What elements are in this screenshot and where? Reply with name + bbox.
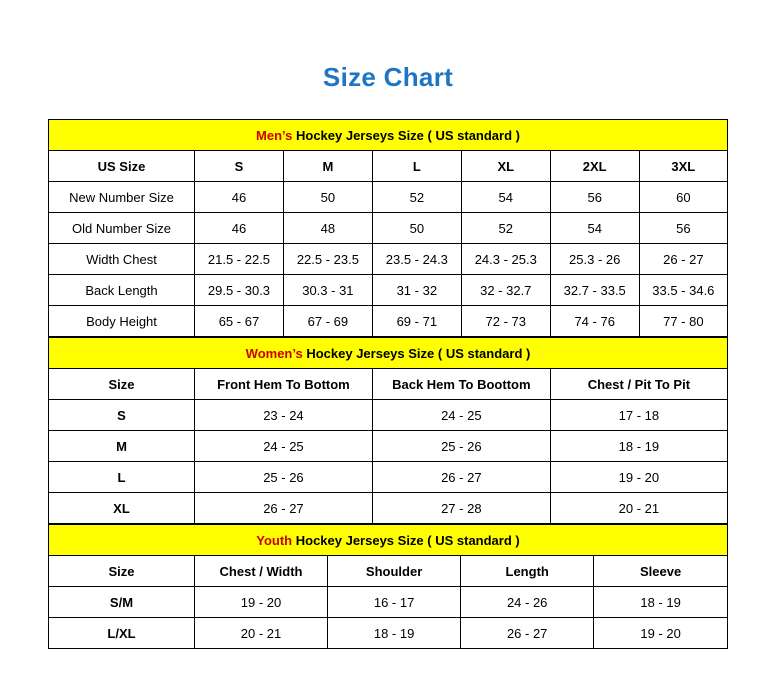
womens-row-2-value-0: 25 - 26	[194, 462, 372, 493]
youth-size-table	[48, 524, 728, 649]
womens-row-0-value-1: 24 - 25	[372, 400, 550, 431]
womens-header-highlight: Women’s	[245, 345, 303, 361]
womens-row-3-value-2: 20 - 21	[550, 493, 727, 524]
youth-row-0-value-2: 24 - 26	[461, 587, 594, 618]
mens-col-4: XL	[461, 151, 550, 182]
mens-row-4-value-1: 67 - 69	[283, 306, 372, 337]
mens-col-3: L	[372, 151, 461, 182]
womens-row-3-label: XL	[49, 493, 195, 524]
mens-row-2-value-3: 24.3 - 25.3	[461, 244, 550, 275]
table-row	[49, 462, 728, 493]
mens-col-6: 3XL	[639, 151, 727, 182]
womens-row-2-value-1: 26 - 27	[372, 462, 550, 493]
mens-row-4-value-3: 72 - 73	[461, 306, 550, 337]
youth-row-1-value-1: 18 - 19	[328, 618, 461, 649]
mens-row-2-label: Width Chest	[49, 244, 195, 275]
mens-row-0-value-2: 52	[372, 182, 461, 213]
womens-col-2: Back Hem To Boottom	[372, 369, 550, 400]
womens-col-1: Front Hem To Bottom	[194, 369, 372, 400]
page-title: Size Chart	[322, 62, 454, 92]
mens-column-header-row	[49, 151, 728, 182]
youth-row-0-label: S/M	[49, 587, 195, 618]
tables-container	[48, 119, 728, 649]
youth-row-1-value-0: 20 - 21	[194, 618, 327, 649]
mens-row-4-value-0: 65 - 67	[194, 306, 283, 337]
womens-section-header	[49, 338, 728, 369]
youth-header-rest: Hockey Jerseys Size ( US standard )	[292, 532, 520, 548]
youth-row-0-value-3: 18 - 19	[594, 587, 728, 618]
table-row	[49, 182, 728, 213]
womens-column-header-row	[49, 369, 728, 400]
mens-size-table	[48, 119, 728, 337]
mens-row-1-value-0: 46	[194, 213, 283, 244]
womens-col-3: Chest / Pit To Pit	[550, 369, 727, 400]
mens-row-1-label: Old Number Size	[49, 213, 195, 244]
mens-row-3-value-1: 30.3 - 31	[283, 275, 372, 306]
mens-row-2-value-0: 21.5 - 22.5	[194, 244, 283, 275]
mens-row-1-value-1: 48	[283, 213, 372, 244]
table-row	[49, 213, 728, 244]
mens-row-1-value-3: 52	[461, 213, 550, 244]
womens-row-1-value-1: 25 - 26	[372, 431, 550, 462]
mens-row-3-value-5: 33.5 - 34.6	[639, 275, 727, 306]
mens-row-0-value-4: 56	[550, 182, 639, 213]
mens-row-3-label: Back Length	[49, 275, 195, 306]
womens-row-0-label: S	[49, 400, 195, 431]
mens-row-2-value-4: 25.3 - 26	[550, 244, 639, 275]
mens-col-5: 2XL	[550, 151, 639, 182]
mens-row-1-value-5: 56	[639, 213, 727, 244]
table-row	[49, 618, 728, 649]
mens-row-4-value-5: 77 - 80	[639, 306, 727, 337]
mens-col-1: S	[194, 151, 283, 182]
mens-row-4-value-4: 74 - 76	[550, 306, 639, 337]
mens-row-3-value-3: 32 - 32.7	[461, 275, 550, 306]
womens-row-0-value-2: 17 - 18	[550, 400, 727, 431]
mens-row-0-value-5: 60	[639, 182, 727, 213]
youth-row-1-label: L/XL	[49, 618, 195, 649]
mens-header-rest: Hockey Jerseys Size ( US standard )	[292, 127, 520, 143]
womens-row-0-value-0: 23 - 24	[194, 400, 372, 431]
youth-row-0-value-0: 19 - 20	[194, 587, 327, 618]
youth-col-1: Chest / Width	[194, 556, 327, 587]
mens-col-0: US Size	[49, 151, 195, 182]
mens-section-header-row	[49, 120, 728, 151]
womens-row-1-value-2: 18 - 19	[550, 431, 727, 462]
table-row	[49, 244, 728, 275]
womens-row-2-value-2: 19 - 20	[550, 462, 727, 493]
mens-row-0-value-3: 54	[461, 182, 550, 213]
mens-row-1-value-4: 54	[550, 213, 639, 244]
mens-row-4-value-2: 69 - 71	[372, 306, 461, 337]
table-row	[49, 275, 728, 306]
womens-row-1-value-0: 24 - 25	[194, 431, 372, 462]
youth-col-0: Size	[49, 556, 195, 587]
table-row	[49, 587, 728, 618]
youth-row-1-value-3: 19 - 20	[594, 618, 728, 649]
mens-row-2-value-5: 26 - 27	[639, 244, 727, 275]
womens-size-table	[48, 337, 728, 524]
womens-row-2-label: L	[49, 462, 195, 493]
mens-section-header	[49, 120, 728, 151]
mens-row-3-value-2: 31 - 32	[372, 275, 461, 306]
mens-row-0-value-1: 50	[283, 182, 372, 213]
youth-header-highlight: Youth	[256, 532, 293, 548]
youth-col-2: Shoulder	[328, 556, 461, 587]
youth-row-1-value-2: 26 - 27	[461, 618, 594, 649]
mens-row-0-label: New Number Size	[49, 182, 195, 213]
table-row	[49, 431, 728, 462]
table-row	[49, 493, 728, 524]
youth-section-header-row	[49, 525, 728, 556]
mens-row-0-value-0: 46	[194, 182, 283, 213]
youth-column-header-row	[49, 556, 728, 587]
table-row	[49, 306, 728, 337]
mens-col-2: M	[283, 151, 372, 182]
youth-col-4: Sleeve	[594, 556, 728, 587]
mens-row-2-value-2: 23.5 - 24.3	[372, 244, 461, 275]
womens-section-header-row	[49, 338, 728, 369]
mens-row-3-value-0: 29.5 - 30.3	[194, 275, 283, 306]
mens-row-3-value-4: 32.7 - 33.5	[550, 275, 639, 306]
mens-row-1-value-2: 50	[372, 213, 461, 244]
youth-col-3: Length	[461, 556, 594, 587]
mens-header-highlight: Men’s	[256, 127, 293, 143]
womens-row-1-label: M	[49, 431, 195, 462]
table-row	[49, 400, 728, 431]
mens-row-2-value-1: 22.5 - 23.5	[283, 244, 372, 275]
youth-section-header	[49, 525, 728, 556]
youth-row-0-value-1: 16 - 17	[328, 587, 461, 618]
womens-col-0: Size	[49, 369, 195, 400]
womens-row-3-value-1: 27 - 28	[372, 493, 550, 524]
womens-header-rest: Hockey Jerseys Size ( US standard )	[302, 345, 531, 361]
womens-row-3-value-0: 26 - 27	[194, 493, 372, 524]
mens-row-4-label: Body Height	[49, 306, 195, 337]
